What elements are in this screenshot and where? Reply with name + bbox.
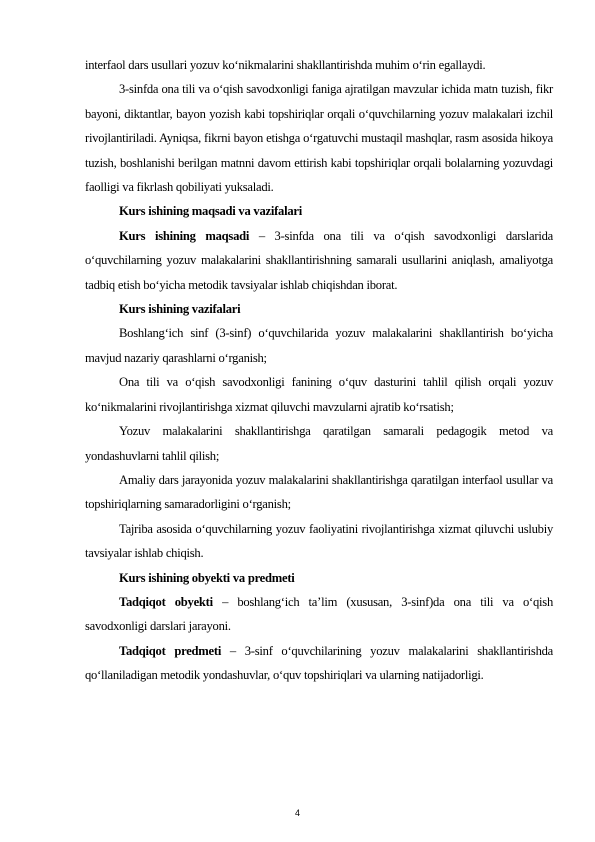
goal-text: – 3-sinfda ona tili va o‘qish savodxonligi darslarida o‘quvchilarning yozuv malakalarini shakllantirishning samarali usullarini aniqlash, amaliyotga tadbiq etish bo‘yicha metodik tavsiyalar ishlab chiqishdan iborat. (85, 228, 553, 292)
heading-goals-and-tasks: Kurs ishining maqsadi va vazifalari (119, 204, 302, 219)
document-page (85, 53, 553, 688)
heading-object-and-subject: Kurs ishining obyekti va predmeti (119, 570, 295, 585)
paragraph-research-subject (85, 639, 553, 688)
paragraph-goal (85, 224, 553, 297)
paragraph-research-object (85, 590, 553, 639)
research-object-term: Tadqiqot obyekti (119, 594, 213, 609)
research-subject-term: Tadqiqot predmeti (119, 643, 222, 658)
paragraph-grade3-topics: 3-sinfda ona tili va o‘qish savodxonligi faniga ajratilgan mavzular ichida matn tuzish, fikr bayoni, diktantlar, bayon yozish kabi topshiriqlar orqali o‘quvchilarning yozuv malakalari izchil rivojlantiriladi. Ayniqsa, fikrni bayon etishga o‘rgatuvchi mustaqil mashqlar, rasm asosida hikoya tuzish, boshlanishi berilgan matnni davom ettirish kabi topshiriqlar orqali bolalarning yozuvdagi faolligi va fikrlash qobiliyati yuksaladi. (85, 82, 553, 195)
page-number: 4 (294, 808, 300, 818)
research-object-text: – boshlang‘ich ta’lim (xususan, 3-sinf)da ona tili va o‘qish savodxonligi darslari jarayoni. (85, 594, 553, 634)
research-subject-text: – 3-sinf o‘quvchilarining yozuv malakalarini shakllantirishda qo‘llaniladigan metodik yondashuvlar, o‘quv topshiriqlari va ularning natijadorligi. (85, 643, 553, 683)
heading-tasks: Kurs ishining vazifalari (119, 302, 241, 317)
task-item-1: Boshlang‘ich sinf (3-sinf) o‘quvchilarida yozuv malakalarini shakllantirish bo‘yicha mavjud nazariy qarashlarni o‘rganish; (85, 326, 553, 365)
task-item-4: Amaliy dars jarayonida yozuv malakalarini shakllantirishga qaratilgan interfaol usullar va topshiriqlarning samaradorligini o‘rganish; (85, 472, 553, 512)
paragraph-intro-continued: interfaol dars usullari yozuv ko‘nikmalarini shakllantirishda muhim o‘rin egallaydi. (85, 58, 486, 72)
task-item-2: Ona tili va o‘qish savodxonligi fanining o‘quv dasturini tahlil qilish orqali yozuv ko‘nikmalarini rivojlantirishga xizmat qiluvchi mavzularni ajratib ko‘rsatish; (85, 375, 553, 414)
task-item-3: Yozuv malakalarini shakllantirishga qaratilgan samarali pedagogik metod va yondashuvlarni tahlil qilish; (85, 424, 553, 463)
task-item-5: Tajriba asosida o‘quvchilarning yozuv faoliyatini rivojlantirishga xizmat qiluvchi uslubiy tavsiyalar ishlab chiqish. (85, 521, 553, 561)
goal-term: Kurs ishining maqsadi (119, 228, 250, 243)
